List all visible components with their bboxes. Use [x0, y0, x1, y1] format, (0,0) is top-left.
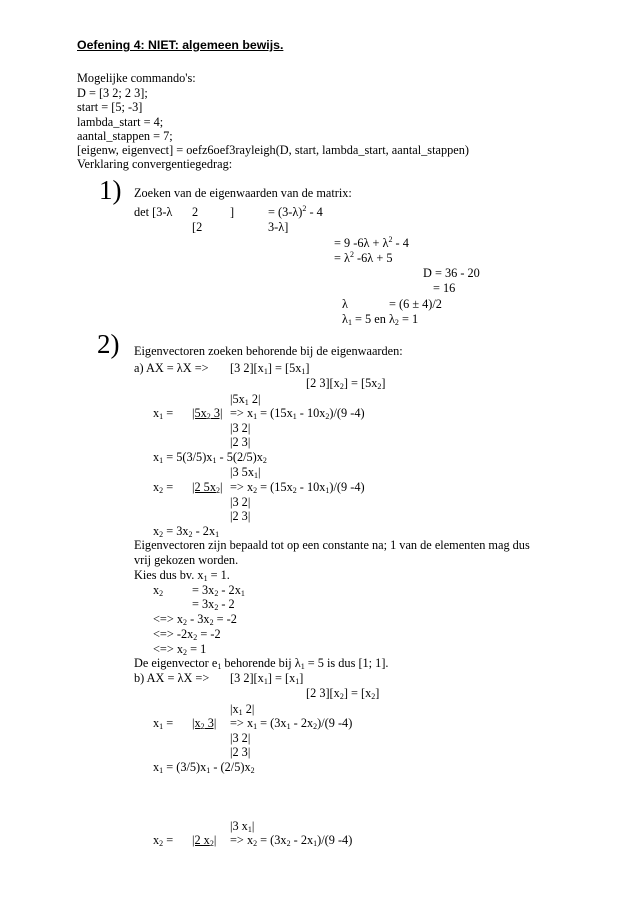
equation-line: = $\lambda^2$ -6λ + 5: [334, 250, 393, 265]
discriminant-value: = 16: [433, 281, 456, 295]
cramer-result: => $x_2 = (3x_2 - 2x_1)/(9$ -4): [230, 833, 353, 848]
eigenvector-conclusion: De eigenvector $e_1$ behorende bij $\lambda_1 = 5$ is dus [1; 1].: [134, 656, 389, 671]
determinant-row: |3 2|: [230, 495, 251, 509]
equation-line: <=> $x_2 = 1$: [153, 642, 207, 657]
paragraph: vrij gekozen worden.: [134, 553, 239, 567]
determinant-row: |2 3|: [230, 435, 251, 449]
determinant-row: |3 $x_1|$: [230, 819, 255, 834]
explanation-heading: Verklaring convergentiegedrag:: [77, 157, 233, 171]
commands-heading: Mogelijke commando's:: [77, 71, 196, 85]
equation-line: $x_2 = 3x_2 - 2x_1$: [153, 524, 220, 539]
determinant-row: |2 $x_2|$: [192, 833, 217, 848]
equation-line: <=> $x_2 - 3x_2 = -2$: [153, 612, 237, 627]
determinant-row: $|x_2$ 3|: [192, 716, 217, 731]
det-entry: 3-λ]: [268, 220, 289, 234]
section-number-2: 2): [97, 329, 120, 359]
variable-label: $x_2$: [153, 583, 164, 598]
section-1-heading: Zoeken van de eigenwaarden van de matrix:: [134, 186, 352, 200]
equation-line: = 9 $-6\lambda + \lambda^2 - 4$: [334, 235, 409, 250]
command-line: start = [5; -3]: [77, 100, 143, 114]
cramer-result: => $x_1 = (3x_1 - 2x_2)/(9$ -4): [230, 716, 353, 731]
cramer-result: => $x_1 = (15x_1 - 10x_2)/(9$ -4): [230, 406, 365, 421]
determinant-row: |2 3|: [230, 509, 251, 523]
det-bracket: ]: [230, 205, 235, 219]
equation-line: <=> $-2x_2 = -2$: [153, 627, 221, 642]
det-row-2: [2: [192, 220, 203, 234]
matrix-equation: [2 $3][x_2] = [5x_2]$: [306, 376, 386, 391]
lambda-symbol: λ: [342, 297, 348, 311]
variable-label: $x_2$ =: [153, 833, 174, 848]
det-row-1: det [3-λ: [134, 205, 173, 219]
page-title: Oefening 4: NIET: algemeen bewijs.: [77, 38, 284, 52]
determinant-row: |2 3|: [230, 745, 251, 759]
equation-line: = $3x_2 - 2$: [192, 597, 235, 612]
command-line: [eigenw, eigenvect] = oefz6oef3rayleigh(D, start, lambda_start, aantal_stappen): [77, 143, 469, 157]
paragraph: Eigenvectoren zijn bepaald tot op een constante na; 1 van de elementen mag dus: [134, 538, 530, 552]
equation-line: $x_1 = (3/5)x_1 - (2/5)x_2$: [153, 760, 255, 775]
determinant-row: |3 2|: [230, 421, 251, 435]
discriminant: D = 36 - 20: [423, 266, 480, 280]
variable-label: $x_1$ =: [153, 406, 174, 421]
command-line: lambda_start = 4;: [77, 115, 164, 129]
command-line: D = [3 2; 2 3];: [77, 86, 148, 100]
equation-line: = $3x_2 - 2x_1$: [192, 583, 245, 598]
paragraph: Kies dus bv. $x_1 = 1$.: [134, 568, 230, 583]
equation-line: $x_1 = 5(3/5)x_1 - 5(2/5)x_2$: [153, 450, 267, 465]
section-2-heading: Eigenvectoren zoeken behorende bij de eigenwaarden:: [134, 344, 403, 358]
lambda-formula: = (6 ± 4)/2: [389, 297, 442, 311]
det-equation: = $(3-\lambda)^2 - 4$: [268, 204, 323, 219]
determinant-row: |2 $5x_2|$: [192, 480, 223, 495]
eigenvalues-result: $\lambda_1 = 5$ en $\lambda_2 = 1$: [342, 312, 419, 327]
determinant-row: |3 $5x_1|$: [230, 465, 261, 480]
det-entry: 2: [192, 205, 199, 219]
variable-label: $x_2$ =: [153, 480, 174, 495]
determinant-row: |3 2|: [230, 731, 251, 745]
variable-label: $x_1$ =: [153, 716, 174, 731]
determinant-row: $|5x_2$ 3|: [192, 406, 223, 421]
command-line: aantal_stappen = 7;: [77, 129, 173, 143]
matrix-equation: [2 $3][x_2] = [x_2]$: [306, 686, 380, 701]
cramer-result: => $x_2 = (15x_2 - 10x_1)/(9$ -4): [230, 480, 365, 495]
part-a-label: a) AX = λX =>: [134, 361, 209, 375]
matrix-equation: [3 $2][x_1] = [x_1]$: [230, 671, 304, 686]
section-number-1: 1): [99, 175, 122, 205]
part-b-label: b) AX = λX =>: [134, 671, 210, 685]
determinant-row: $|5x_1$ 2|: [230, 392, 261, 407]
matrix-equation: [3 $2][x_1] = [5x_1]$: [230, 361, 310, 376]
determinant-row: $|x_1$ 2|: [230, 702, 255, 717]
